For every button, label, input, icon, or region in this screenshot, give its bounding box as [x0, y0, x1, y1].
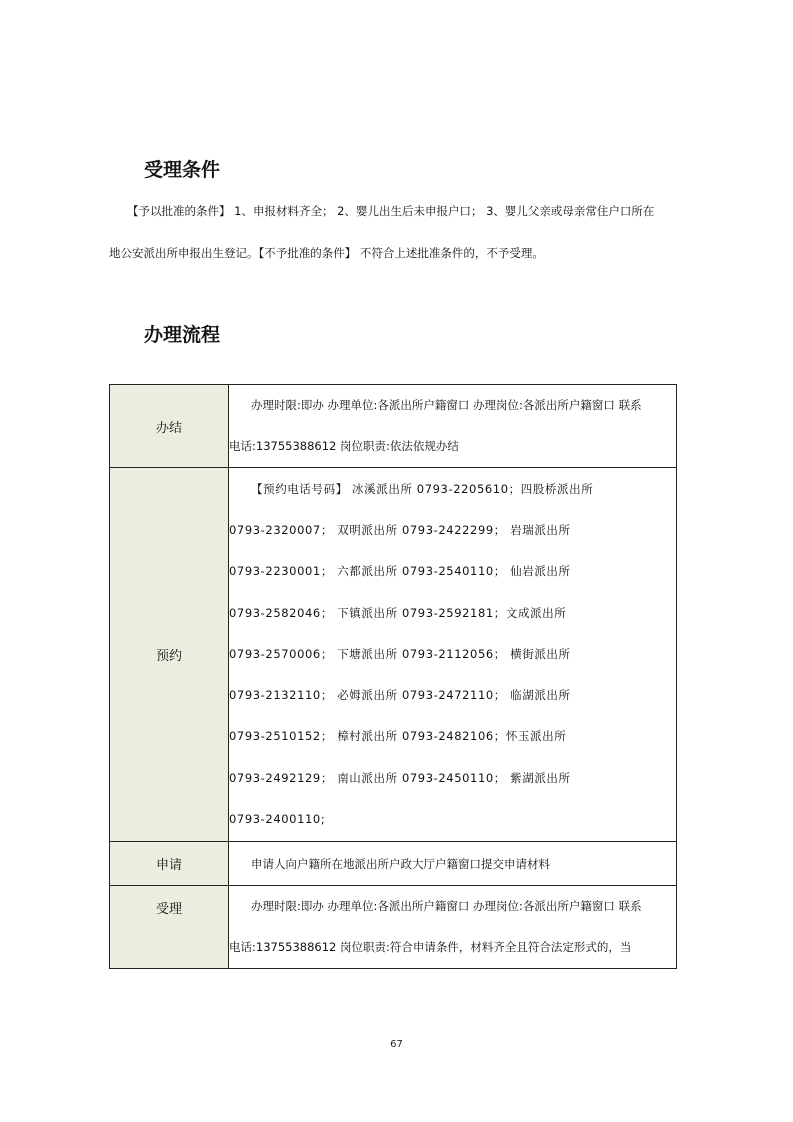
row-content-appointment	[229, 468, 677, 842]
content-line: 办理时限:即办 办理单位:各派出所户籍窗口 办理岗位:各派出所户籍窗口 联系	[251, 398, 642, 412]
content-line: 【预约电话号码】 冰溪派出所 0793-2205610；四股桥派出所	[251, 482, 594, 497]
table-row-accept	[110, 886, 677, 969]
table-row-appointment	[110, 468, 677, 842]
row-label-complete: 办结	[110, 385, 229, 468]
content-line: 申请人向户籍所在地派出所户政大厅户籍窗口提交申请材料	[251, 856, 550, 871]
section-heading-conditions: 受理条件	[144, 159, 221, 181]
content-line: 0793-2582046； 下镇派出所 0793-2592181；文成派出所	[229, 605, 567, 620]
table-row-apply	[110, 842, 677, 886]
section-heading-process: 办理流程	[144, 324, 221, 346]
row-content-accept	[229, 886, 677, 969]
conditions-line-1: 【予以批准的条件】 1、申报材料齐全； 2、婴儿出生后未申报户口； 3、婴儿父亲或母亲常住户口所在	[127, 204, 655, 218]
row-label-accept: 受理	[110, 886, 229, 969]
content-line: 电话:13755388612 岗位职责:符合申请条件，材料齐全且符合法定形式的，当	[229, 940, 632, 954]
content-line: 0793-2230001； 六都派出所 0793-2540110； 仙岩派出所	[229, 564, 571, 579]
content-line: 0793-2400110;	[229, 811, 326, 826]
content-line: 0793-2570006； 下塘派出所 0793-2112056； 横街派出所	[229, 646, 571, 661]
conditions-line-2: 地公安派出所申报出生登记。【不予批准的条件】 不符合上述批准条件的，不予受理。	[109, 246, 544, 260]
content-line: 0793-2320007； 双明派出所 0793-2422299； 岩瑞派出所	[229, 523, 571, 538]
content-line: 办理时限:即办 办理单位:各派出所户籍窗口 办理岗位:各派出所户籍窗口 联系	[251, 899, 642, 913]
content-line: 电话:13755388612 岗位职责:依法依规办结	[229, 439, 459, 453]
row-content-apply	[229, 842, 677, 886]
process-table	[109, 384, 677, 969]
table-row-complete	[110, 385, 677, 468]
page-number: 67	[390, 1039, 403, 1050]
row-label-appointment: 预约	[110, 468, 229, 842]
content-line: 0793-2510152； 樟村派出所 0793-2482106；怀玉派出所	[229, 729, 567, 744]
content-line: 0793-2132110； 必姆派出所 0793-2472110； 临湖派出所	[229, 688, 571, 703]
content-line: 0793-2492129； 南山派出所 0793-2450110； 紫湖派出所	[229, 770, 571, 785]
row-label-apply: 申请	[110, 842, 229, 886]
row-content-complete	[229, 385, 677, 468]
